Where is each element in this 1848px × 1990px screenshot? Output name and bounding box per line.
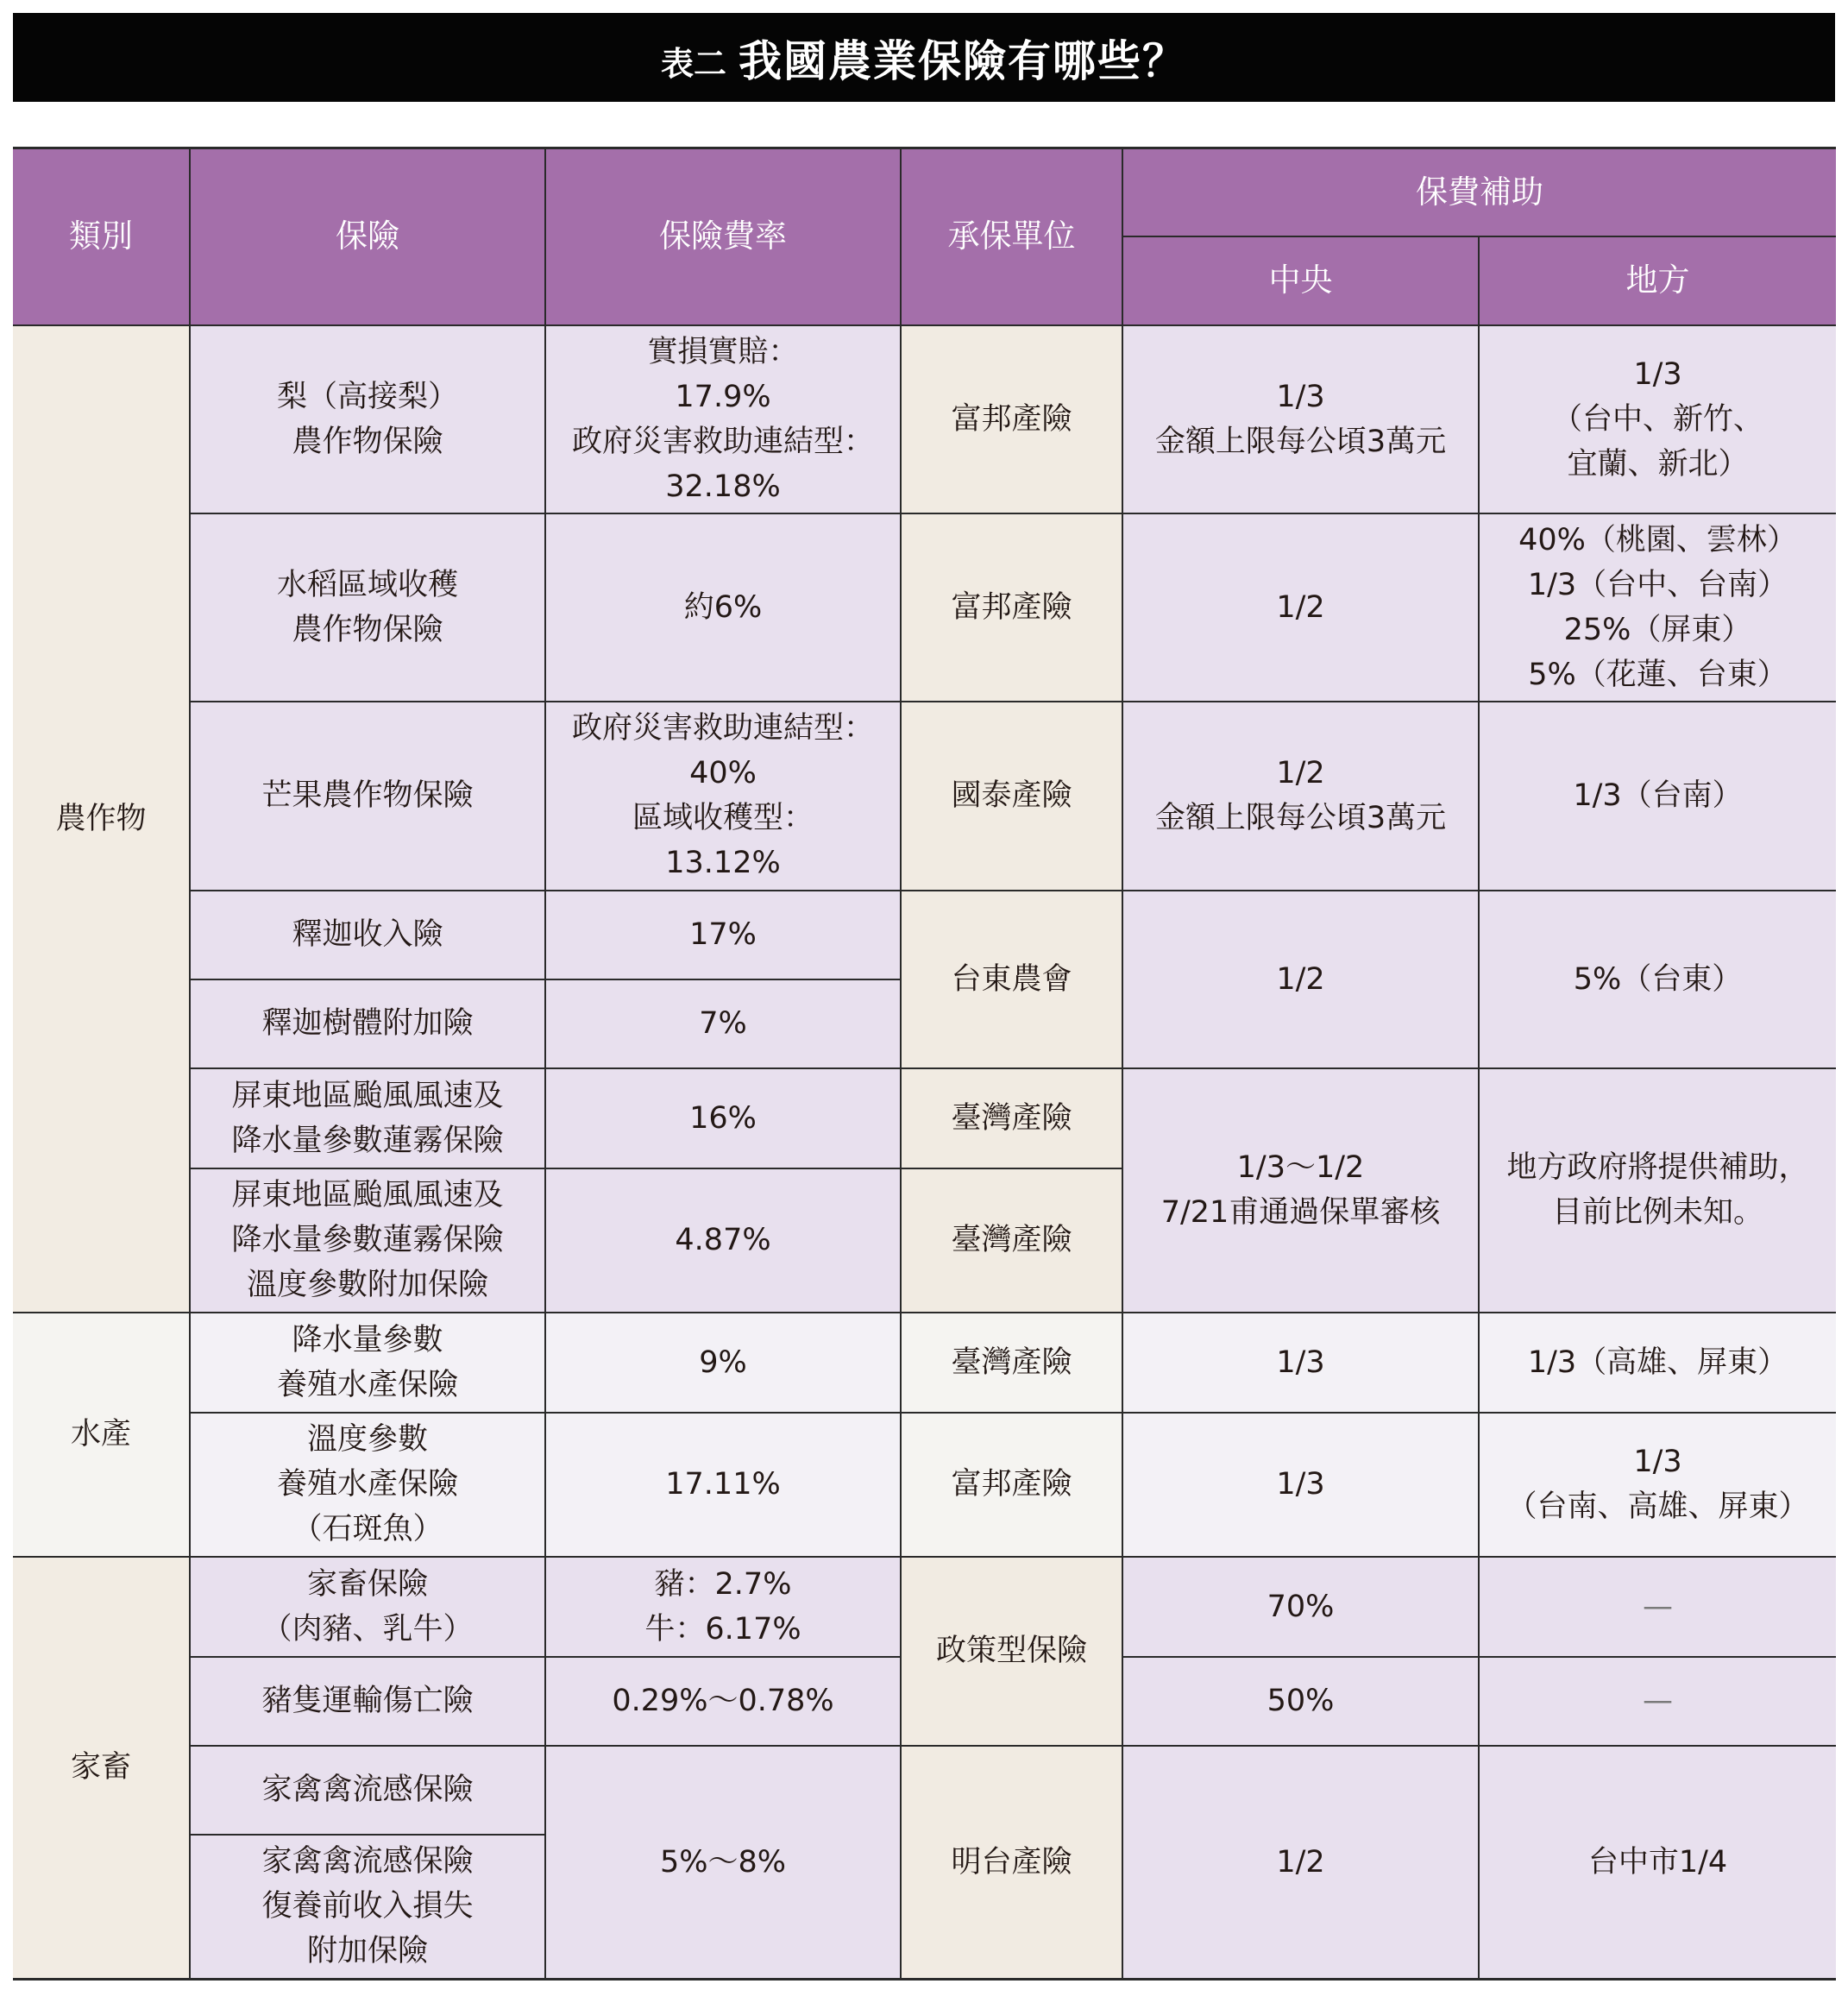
table-row: [13, 1413, 1836, 1557]
central-subsidy-cell: 1/2: [1122, 891, 1479, 1068]
insurance-cell: 溫度參數 養殖水產保險 （石斑魚）: [190, 1413, 545, 1557]
header-subsidy: 保費補助: [1122, 148, 1836, 236]
local-subsidy-cell: —: [1479, 1557, 1836, 1657]
table-row: [13, 325, 1836, 513]
table-row: [13, 1557, 1836, 1657]
central-subsidy-cell: 1/2 金額上限每公頃3萬元: [1122, 702, 1479, 891]
table-row: [13, 891, 1836, 979]
rate-cell: 16%: [545, 1068, 901, 1168]
insurance-cell: 豬隻運輸傷亡險: [190, 1657, 545, 1746]
underwriter-cell: 富邦產險: [901, 1413, 1122, 1557]
table-row: [13, 1313, 1836, 1413]
header-central: 中央: [1122, 236, 1479, 325]
rate-cell: 17%: [545, 891, 901, 979]
underwriter-cell: 臺灣產險: [901, 1313, 1122, 1413]
header-insurance: 保險: [190, 148, 545, 325]
header-category: 類別: [13, 148, 190, 325]
header-rate: 保險費率: [545, 148, 901, 325]
central-subsidy-cell: 1/3～1/2 7/21甫通過保單審核: [1122, 1068, 1479, 1313]
local-subsidy-cell: 地方政府將提供補助， 目前比例未知。: [1479, 1068, 1836, 1313]
table-title: 我國農業保險有哪些？: [739, 35, 1187, 86]
rate-cell: 5%～8%: [545, 1746, 901, 1980]
insurance-cell: 釋迦收入險: [190, 891, 545, 979]
central-subsidy-cell: 1/3: [1122, 1313, 1479, 1413]
local-subsidy-cell: 1/3（高雄、屏東）: [1479, 1313, 1836, 1413]
category-livestock: 家畜: [13, 1557, 190, 1980]
table-row: [13, 702, 1836, 891]
underwriter-cell: 臺灣產險: [901, 1068, 1122, 1168]
rate-cell: 豬：2.7% 牛：6.17%: [545, 1557, 901, 1657]
table-row: [13, 513, 1836, 702]
category-crops: 農作物: [13, 325, 190, 1313]
rate-cell: 9%: [545, 1313, 901, 1413]
underwriter-cell: 國泰產險: [901, 702, 1122, 891]
underwriter-cell: 明台產險: [901, 1746, 1122, 1980]
category-aquaculture: 水產: [13, 1313, 190, 1557]
rate-cell: 7%: [545, 979, 901, 1068]
local-subsidy-cell: 5%（台東）: [1479, 891, 1836, 1068]
insurance-cell: 屏東地區颱風風速及 降水量參數蓮霧保險 溫度參數附加保險: [190, 1168, 545, 1313]
underwriter-cell: 台東農會: [901, 891, 1122, 1068]
insurance-cell: 芒果農作物保險: [190, 702, 545, 891]
rate-cell: 4.87%: [545, 1168, 901, 1313]
central-subsidy-cell: 1/2: [1122, 1746, 1479, 1980]
insurance-cell: 梨（高接梨） 農作物保險: [190, 325, 545, 513]
insurance-cell: 家禽禽流感保險 復養前收入損失 附加保險: [190, 1835, 545, 1980]
central-subsidy-cell: 50%: [1122, 1657, 1479, 1746]
insurance-cell: 降水量參數 養殖水產保險: [190, 1313, 545, 1413]
rate-cell: 0.29%～0.78%: [545, 1657, 901, 1746]
rate-cell: 約6%: [545, 513, 901, 702]
insurance-cell: 釋迦樹體附加險: [190, 979, 545, 1068]
insurance-cell: 水稻區域收穫 農作物保險: [190, 513, 545, 702]
table-row: [13, 1068, 1836, 1168]
insurance-table: [13, 147, 1836, 1981]
insurance-cell: 家畜保險 （肉豬、乳牛）: [190, 1557, 545, 1657]
local-subsidy-cell: 40%（桃園、雲林） 1/3（台中、台南） 25%（屏東） 5%（花蓮、台東）: [1479, 513, 1836, 702]
table-number: 表二: [660, 45, 726, 83]
rate-cell: 政府災害救助連結型： 40% 區域收穫型： 13.12%: [545, 702, 901, 891]
underwriter-cell: 富邦產險: [901, 325, 1122, 513]
underwriter-cell: 臺灣產險: [901, 1168, 1122, 1313]
central-subsidy-cell: 1/3 金額上限每公頃3萬元: [1122, 325, 1479, 513]
central-subsidy-cell: 1/2: [1122, 513, 1479, 702]
underwriter-cell: 政策型保險: [901, 1557, 1122, 1746]
rate-cell: 實損實賠： 17.9% 政府災害救助連結型： 32.18%: [545, 325, 901, 513]
insurance-cell: 家禽禽流感保險: [190, 1746, 545, 1835]
table-row: [13, 1746, 1836, 1835]
rate-cell: 17.11%: [545, 1413, 901, 1557]
local-subsidy-cell: —: [1479, 1657, 1836, 1746]
local-subsidy-cell: 台中市1/4: [1479, 1746, 1836, 1980]
header-underwriter: 承保單位: [901, 148, 1122, 325]
header-local: 地方: [1479, 236, 1836, 325]
underwriter-cell: 富邦產險: [901, 513, 1122, 702]
central-subsidy-cell: 70%: [1122, 1557, 1479, 1657]
table-title-bar: [13, 13, 1835, 102]
local-subsidy-cell: 1/3 （台南、高雄、屏東）: [1479, 1413, 1836, 1557]
central-subsidy-cell: 1/3: [1122, 1413, 1479, 1557]
insurance-cell: 屏東地區颱風風速及 降水量參數蓮霧保險: [190, 1068, 545, 1168]
local-subsidy-cell: 1/3 （台中、新竹、 宜蘭、新北）: [1479, 325, 1836, 513]
local-subsidy-cell: 1/3（台南）: [1479, 702, 1836, 891]
